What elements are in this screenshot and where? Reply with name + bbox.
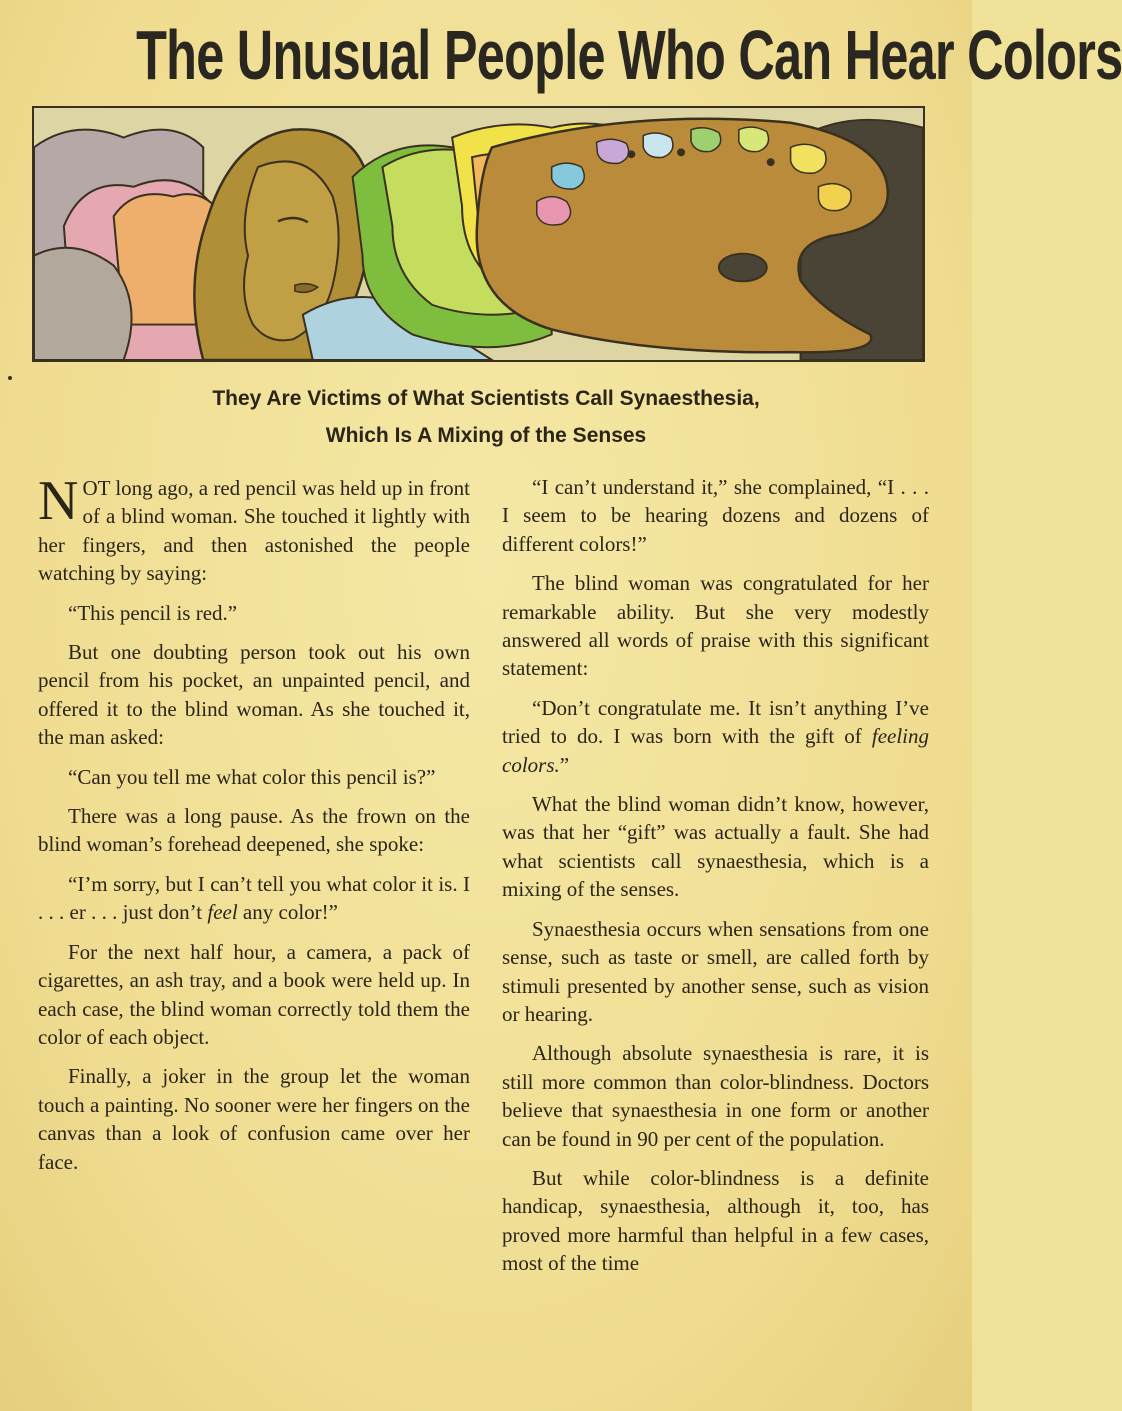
paint-blob-pink <box>537 197 571 225</box>
paragraph-10: The blind woman was congratulated for her remarkable ability. But she very modestly answered all words of praise with this significant statement: <box>502 571 929 681</box>
paint-blob-purple <box>596 139 628 163</box>
subtitle-line-1: They Are Victims of What Scientists Call Synaesthesia, <box>212 387 760 410</box>
subtitle <box>0 380 972 454</box>
paragraph-11 <box>502 694 929 779</box>
header-illustration <box>32 106 925 362</box>
woman-and-palette-illustration <box>34 108 923 360</box>
paragraph-6 <box>38 870 470 927</box>
paragraph-13: Synaesthesia occurs when sensations from one sense, such as taste or smell, are called forth by stimuli presented by another sense, such as vision or hearing. <box>502 916 929 1026</box>
right-column <box>502 473 929 1289</box>
paragraph-5: There was a long pause. As the frown on the blind woman’s forehead deepened, she spoke: <box>38 804 470 857</box>
paragraph-12: What the blind woman didn’t know, however, was that her “gift” was actually a fault. She had what scientists call synaesthesia, which is a mixing of the senses. <box>502 792 929 902</box>
paragraph-11-emphasis: feeling colors. <box>502 724 930 777</box>
paragraph-9: “I can’t understand it,” she complained, “I . . . I seem to be hearing dozens and dozens of different colors!” <box>502 475 929 556</box>
paragraph-7: For the next half hour, a camera, a pack of cigarettes, an ash tray, and a book were held up. In each case, the blind woman correctly told them the color of each object. <box>38 939 470 1049</box>
paragraph-6-emphasis: feel <box>207 900 238 925</box>
page-title: The Unusual People Who Can Hear Colors <box>136 16 1122 94</box>
paint-blob-gold <box>818 184 851 211</box>
paragraph-1-text: OT long ago, a red pencil was held up in front of a blind woman. She touched it lightly with her fingers, and then astonished the people watching by saying: <box>38 476 470 586</box>
paint-blob-blue <box>552 163 585 189</box>
paint-blob-yellowgreen <box>739 127 769 151</box>
paragraph-15: But while color-blindness is a definite handicap, synaesthesia, although it, too, has proved more harmful than helpful in a few cases, most of the time <box>502 1165 929 1276</box>
paragraph-4: “Can you tell me what color this pencil is?” <box>68 764 436 789</box>
paint-blob-green <box>691 128 721 152</box>
paint-blob-lightblue <box>643 133 673 157</box>
drop-cap: N <box>38 470 79 532</box>
subtitle-line-2: Which Is A Mixing of the Senses <box>325 424 647 447</box>
paragraph-6-text-b: any color!” <box>242 900 338 925</box>
left-column <box>38 470 470 1187</box>
paragraph-8: Finally, a joker in the group let the woman touch a painting. No sooner were her fingers on the canvas than a look of confusion came over her face. <box>38 1064 470 1174</box>
paragraph-2: “This pencil is red.” <box>68 600 238 625</box>
paint-blob-yellow <box>791 144 826 173</box>
paragraph-11-text-a: “Don’t congratulate me. It isn’t anything I’ve tried to do. I was born with the gift of <box>502 695 929 749</box>
palette-thumb-hole <box>719 254 767 282</box>
paragraph-11-text-b: ” <box>559 752 570 777</box>
paragraph-14: Although absolute synaesthesia is rare, it is still more common than color-blindness. Doctors believe that synaesthesia in one form or another can be found in 90 per cent of the population. <box>502 1041 929 1151</box>
paragraph-1 <box>38 470 470 588</box>
paragraph-6-text-a: “I’m sorry, but I can’t tell you what color it is. I . . . er . . . just don’t <box>38 871 470 925</box>
paragraph-3: But one doubting person took out his own pencil from his pocket, an unpainted pencil, and offered it to the blind woman. As she touched it, the man asked: <box>38 640 470 750</box>
